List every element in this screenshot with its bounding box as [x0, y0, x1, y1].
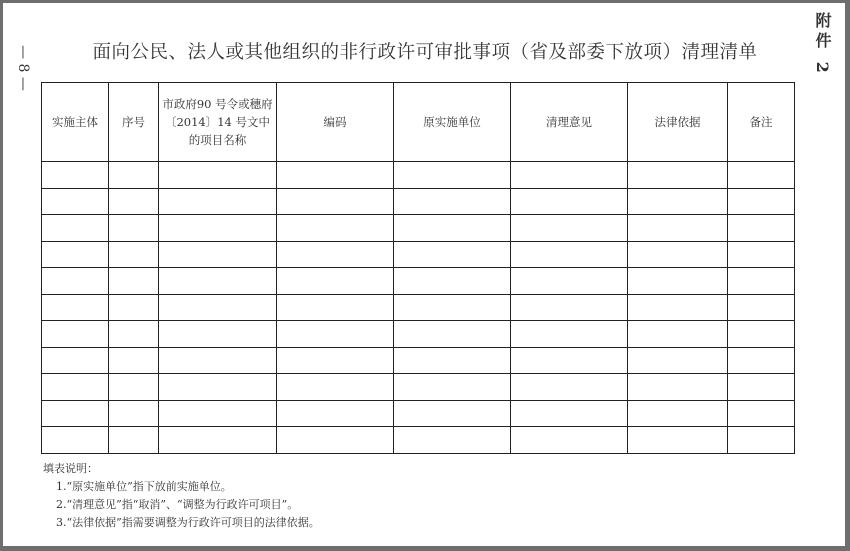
table-cell[interactable] [42, 215, 109, 242]
table-cell[interactable] [277, 347, 394, 374]
table-cell[interactable] [159, 215, 277, 242]
table-cell[interactable] [394, 347, 511, 374]
table-cell[interactable] [394, 400, 511, 427]
table-cell[interactable] [394, 188, 511, 215]
table-cell[interactable] [42, 294, 109, 321]
table-row [42, 188, 795, 215]
page-number-text: — 8 — [15, 45, 31, 91]
table-row [42, 294, 795, 321]
table-cell[interactable] [277, 427, 394, 454]
attachment-label: 附件 2 [813, 12, 832, 77]
table-cell[interactable] [511, 321, 628, 348]
column-header: 原实施单位 [394, 83, 511, 162]
table-cell[interactable] [42, 268, 109, 295]
table-cell[interactable] [394, 162, 511, 189]
table-cell[interactable] [42, 347, 109, 374]
table-cell[interactable] [394, 427, 511, 454]
table-cell[interactable] [628, 400, 728, 427]
table-cell[interactable] [159, 400, 277, 427]
note-item: 2.“清理意见”指“取消”、“调整为行政许可项目”。 [56, 498, 299, 511]
table-cell[interactable] [109, 347, 159, 374]
table-cell[interactable] [728, 294, 795, 321]
table-cell[interactable] [511, 294, 628, 321]
table-cell[interactable] [277, 294, 394, 321]
table-cell[interactable] [628, 188, 728, 215]
table-cell[interactable] [628, 268, 728, 295]
table-cell[interactable] [277, 188, 394, 215]
table-cell[interactable] [159, 294, 277, 321]
page-title: 面向公民、法人或其他组织的非行政许可审批事项（省及部委下放项）清理清单 [92, 42, 758, 63]
column-header: 序号 [109, 83, 159, 162]
table-row [42, 400, 795, 427]
table-cell[interactable] [394, 321, 511, 348]
table-cell[interactable] [42, 374, 109, 401]
table-row [42, 268, 795, 295]
table-cell[interactable] [109, 241, 159, 268]
table-cell[interactable] [109, 374, 159, 401]
table-cell[interactable] [277, 241, 394, 268]
table-cell[interactable] [109, 321, 159, 348]
column-header: 法律依据 [628, 83, 728, 162]
table-cell[interactable] [728, 347, 795, 374]
table-cell[interactable] [394, 268, 511, 295]
table-cell[interactable] [511, 374, 628, 401]
table-cell[interactable] [628, 427, 728, 454]
table-row [42, 241, 795, 268]
table-cell[interactable] [159, 162, 277, 189]
note-item: 1.“原实施单位”指下放前实施单位。 [56, 480, 232, 493]
column-header: 备注 [728, 83, 795, 162]
table-cell[interactable] [394, 215, 511, 242]
table-cell[interactable] [728, 241, 795, 268]
notes-heading: 填表说明： [43, 462, 98, 475]
table-cell[interactable] [394, 374, 511, 401]
table-cell[interactable] [728, 400, 795, 427]
table-cell[interactable] [728, 374, 795, 401]
column-header: 编码 [277, 83, 394, 162]
table-cell[interactable] [109, 400, 159, 427]
table-cell[interactable] [109, 268, 159, 295]
table-cell[interactable] [109, 427, 159, 454]
table-cell[interactable] [628, 241, 728, 268]
table-cell[interactable] [511, 188, 628, 215]
table-cell[interactable] [628, 162, 728, 189]
table-cell[interactable] [42, 427, 109, 454]
table-cell[interactable] [159, 321, 277, 348]
table-cell[interactable] [109, 215, 159, 242]
table-cell[interactable] [277, 400, 394, 427]
table-cell[interactable] [277, 268, 394, 295]
table-row [42, 347, 795, 374]
table-cell[interactable] [42, 188, 109, 215]
table-cell[interactable] [159, 188, 277, 215]
table-row [42, 427, 795, 454]
table-cell[interactable] [511, 241, 628, 268]
table-cell[interactable] [511, 215, 628, 242]
table-cell[interactable] [159, 427, 277, 454]
table-cell[interactable] [159, 268, 277, 295]
table-row [42, 162, 795, 189]
table-cell[interactable] [728, 268, 795, 295]
column-header: 实施主体 [42, 83, 109, 162]
table-cell[interactable] [728, 321, 795, 348]
table-cell[interactable] [109, 294, 159, 321]
table-cell[interactable] [394, 294, 511, 321]
table-cell[interactable] [628, 321, 728, 348]
filling-notes [43, 460, 320, 532]
table-cell[interactable] [42, 321, 109, 348]
table-row [42, 215, 795, 242]
table-row [42, 374, 795, 401]
table-row [42, 321, 795, 348]
table-cell[interactable] [511, 162, 628, 189]
table-cell[interactable] [109, 162, 159, 189]
table-cell[interactable] [277, 374, 394, 401]
table-cell[interactable] [628, 374, 728, 401]
table-cell[interactable] [394, 241, 511, 268]
table-cell[interactable] [511, 268, 628, 295]
table-cell[interactable] [277, 162, 394, 189]
table-cell[interactable] [728, 162, 795, 189]
table-cell[interactable] [159, 241, 277, 268]
column-header: 市政府90 号令或穗府〔2014〕14 号文中的项目名称 [159, 83, 277, 162]
table-cell[interactable] [277, 321, 394, 348]
table-cell[interactable] [277, 215, 394, 242]
table-cell[interactable] [42, 241, 109, 268]
table-cell[interactable] [511, 347, 628, 374]
table-cell[interactable] [728, 427, 795, 454]
column-header: 清理意见 [511, 83, 628, 162]
note-item: 3.“法律依据”指需要调整为行政许可项目的法律依据。 [56, 516, 320, 529]
table-cell[interactable] [109, 188, 159, 215]
table-cell[interactable] [511, 427, 628, 454]
clearance-table [41, 82, 795, 454]
table-cell[interactable] [628, 294, 728, 321]
table-cell[interactable] [511, 400, 628, 427]
table-cell[interactable] [628, 215, 728, 242]
table-cell[interactable] [628, 347, 728, 374]
table-cell[interactable] [159, 347, 277, 374]
table-cell[interactable] [42, 400, 109, 427]
table-cell[interactable] [728, 188, 795, 215]
table-cell[interactable] [728, 215, 795, 242]
table-cell[interactable] [159, 374, 277, 401]
table-cell[interactable] [42, 162, 109, 189]
